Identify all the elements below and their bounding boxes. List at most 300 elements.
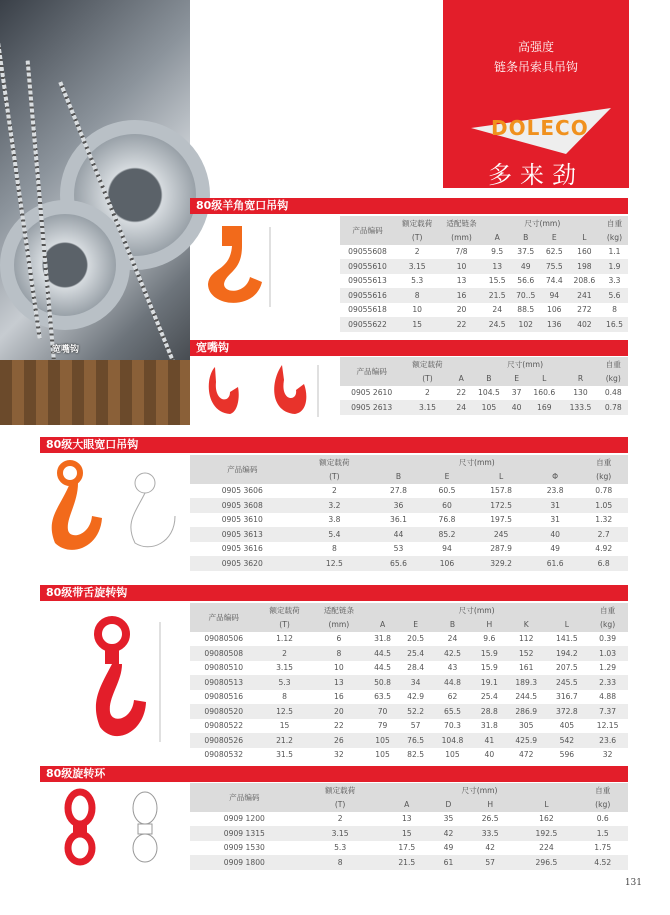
- table-row: [190, 855, 628, 870]
- product-code: 09080513: [204, 677, 244, 687]
- table-cell: 24: [447, 634, 458, 644]
- product-code: 09080520: [204, 706, 244, 716]
- table-cell: 192.5: [535, 828, 558, 838]
- table-cell: 40: [511, 402, 522, 412]
- column-header: 产品编码: [227, 464, 258, 474]
- table-cell: 49: [443, 843, 454, 853]
- column-subheader: B: [486, 373, 492, 383]
- table-cell: 23.6: [599, 735, 617, 745]
- photo-label: 宽嘴钩: [52, 345, 80, 355]
- table-cell: 94: [549, 290, 560, 300]
- table-cell: 42: [443, 828, 454, 838]
- table-cell: 52.2: [407, 706, 425, 716]
- table-cell: 12.5: [276, 706, 294, 716]
- table-cell: 3.15: [331, 828, 349, 838]
- table-cell: 37.5: [517, 247, 535, 257]
- product-code: 09080522: [204, 721, 244, 731]
- table-row: [190, 719, 628, 734]
- table-cell: 286.9: [515, 706, 538, 716]
- table-cell: 31: [550, 500, 560, 510]
- table-cell: 44.8: [444, 677, 461, 687]
- product-code: 0905 3620: [221, 558, 263, 568]
- header-row: [190, 783, 628, 797]
- table-cell: 53: [393, 544, 404, 554]
- product-code: 09055616: [348, 290, 387, 300]
- table-cell: 57: [410, 721, 421, 731]
- eye-hook-icon: [40, 458, 190, 558]
- column-subheader: A: [458, 373, 464, 383]
- table-cell: 31: [550, 515, 560, 525]
- section-title: 宽嘴钩: [190, 340, 628, 356]
- table-cell: 36: [393, 500, 404, 510]
- table-row: [190, 704, 628, 719]
- table-cell: 21.5: [398, 857, 416, 867]
- table-cell: 33.5: [481, 828, 499, 838]
- table-row: [190, 632, 628, 647]
- column-subheader: L: [498, 471, 504, 481]
- table-cell: 0.48: [604, 388, 622, 398]
- table-cell: 1.12: [276, 634, 294, 644]
- table-cell: 241: [577, 290, 592, 300]
- column-subheader: (T): [334, 799, 346, 809]
- table-cell: 133.5: [569, 402, 592, 412]
- table-cell: 405: [559, 721, 575, 731]
- table-cell: 162: [539, 814, 554, 824]
- table-cell: 15.5: [488, 276, 506, 286]
- table-cell: 13: [334, 677, 344, 687]
- page-number: 131: [624, 878, 642, 888]
- table-cell: 3.15: [419, 402, 436, 412]
- table-cell: 4.52: [594, 857, 612, 867]
- table-cell: 20: [456, 305, 467, 315]
- column-header: 产品编码: [229, 792, 260, 802]
- column-subheader: A: [494, 232, 500, 242]
- table-row: [190, 661, 628, 676]
- table-cell: 20.5: [407, 634, 425, 644]
- product-code: 0905 2610: [351, 388, 393, 398]
- table-cell: 37: [511, 388, 522, 398]
- column-subheader: (kg): [600, 619, 616, 629]
- header-row: [190, 455, 628, 469]
- table-cell: 63.5: [374, 692, 392, 702]
- table-cell: 104.8: [441, 735, 464, 745]
- product-code: 0909 1800: [223, 857, 265, 867]
- table-row: [340, 386, 628, 401]
- table-cell: 6: [336, 634, 342, 644]
- table-cell: 8: [331, 544, 337, 554]
- column-subheader: Φ: [552, 471, 559, 481]
- table-cell: 4.92: [595, 544, 613, 554]
- column-subheader: (kg): [606, 232, 623, 242]
- table-cell: 61: [443, 857, 454, 867]
- table-cell: 136: [547, 319, 562, 329]
- column-header: 产品编码: [356, 366, 387, 376]
- table-cell: 10: [334, 663, 344, 673]
- table-cell: 65.6: [390, 558, 407, 568]
- table-cell: 1.29: [599, 663, 617, 673]
- swivel-hook-icon: [90, 612, 190, 752]
- swivel-ring-icon: [60, 788, 190, 868]
- brand-name: 多来劲: [488, 161, 584, 189]
- table-cell: 85.2: [438, 529, 456, 539]
- table-cell: 130: [573, 388, 588, 398]
- spec-table: [340, 357, 628, 415]
- table-cell: 105: [481, 402, 497, 412]
- product-code: 0909 1530: [223, 843, 265, 853]
- table-cell: 287.9: [490, 544, 512, 554]
- table-cell: 3.3: [608, 276, 621, 286]
- table-row: [190, 812, 628, 827]
- table-cell: 62: [447, 692, 458, 702]
- table-cell: 106: [439, 558, 455, 568]
- table-cell: 104.5: [478, 388, 500, 398]
- product-code: 0905 3610: [221, 515, 263, 525]
- table-cell: 402: [577, 319, 592, 329]
- table-row: [190, 498, 628, 513]
- table-cell: 28.8: [480, 706, 498, 716]
- column-header: 额定载荷: [402, 218, 433, 228]
- table-cell: 1.03: [599, 648, 617, 658]
- table-cell: 272: [577, 305, 592, 315]
- table-cell: 13: [456, 276, 467, 286]
- table-cell: 76.5: [407, 735, 425, 745]
- table-cell: 10: [412, 305, 423, 315]
- table-cell: 75.5: [545, 261, 563, 271]
- table-cell: 1.9: [608, 261, 621, 271]
- column-header: 尺寸(mm): [507, 359, 544, 369]
- product-code: 09080516: [204, 692, 244, 702]
- table-cell: 596: [559, 750, 575, 760]
- table-cell: 329.2: [490, 558, 512, 568]
- column-subheader: L: [564, 619, 569, 629]
- column-subheader: R: [577, 373, 584, 383]
- table-cell: 5.6: [608, 290, 621, 300]
- column-subheader: L: [582, 232, 587, 242]
- table-row: [190, 513, 628, 528]
- table-cell: 25.4: [480, 692, 498, 702]
- column-subheader: A: [404, 799, 410, 809]
- column-subheader: K: [523, 619, 529, 629]
- table-cell: 40: [550, 529, 560, 539]
- product-code: 0909 1315: [223, 828, 265, 838]
- table-cell: 207.5: [556, 663, 578, 673]
- table-cell: 172.5: [490, 500, 512, 510]
- table-cell: 105: [445, 750, 460, 760]
- table-cell: 208.6: [573, 276, 596, 286]
- wide-mouth-hook-icon: [200, 362, 330, 422]
- spec-table: [340, 216, 628, 332]
- table-row: [340, 400, 628, 415]
- table-row: [190, 733, 628, 748]
- product-code: 09055622: [348, 319, 387, 329]
- column-subheader: E: [413, 619, 418, 629]
- table-cell: 49: [550, 544, 560, 554]
- column-subheader: (T): [279, 619, 290, 629]
- brand-subtitle-2: 链条吊索具吊钩: [493, 60, 578, 74]
- product-code: 0909 1200: [223, 814, 265, 824]
- column-subheader: E: [551, 232, 557, 242]
- table-cell: 32: [334, 750, 344, 760]
- table-cell: 105: [375, 750, 390, 760]
- table-cell: 8: [612, 305, 617, 315]
- table-cell: 1.32: [595, 515, 613, 525]
- product-code: 09080532: [204, 750, 244, 760]
- column-header: 额定载荷: [412, 359, 443, 369]
- section-title: 80级旋转环: [40, 766, 628, 782]
- table-cell: 35: [443, 814, 454, 824]
- product-code: 09055613: [348, 276, 387, 286]
- table-cell: 28.4: [407, 663, 425, 673]
- table-cell: 56.6: [517, 276, 535, 286]
- column-subheader: (kg): [595, 799, 611, 809]
- column-subheader: B: [449, 619, 456, 629]
- table-cell: 316.7: [556, 692, 578, 702]
- table-cell: 3.15: [276, 663, 294, 673]
- table-cell: 112: [518, 634, 534, 644]
- table-cell: 34: [410, 677, 421, 687]
- column-header: 额定载荷: [269, 605, 300, 615]
- table-cell: 25.4: [407, 648, 425, 658]
- table-cell: 152: [518, 648, 534, 658]
- column-header: 适配链条: [446, 218, 477, 228]
- table-cell: 2: [414, 247, 420, 257]
- table-cell: 0.6: [596, 814, 609, 824]
- table-cell: 0.78: [595, 486, 613, 496]
- section-title: 80级大眼宽口吊钩: [40, 437, 628, 453]
- table-cell: 160: [577, 247, 592, 257]
- column-header: 额定载荷: [319, 457, 350, 467]
- table-cell: 0.78: [604, 402, 622, 412]
- column-header: 尺寸(mm): [524, 218, 561, 228]
- table-cell: 9.5: [491, 247, 504, 257]
- column-header: 产品编码: [352, 225, 383, 235]
- table-cell: 2: [337, 814, 343, 824]
- product-code: 09080510: [204, 663, 244, 673]
- table-row: [340, 245, 628, 260]
- column-subheader: (kg): [605, 373, 621, 383]
- table-cell: 61.6: [546, 558, 564, 568]
- table-cell: 198: [577, 261, 592, 271]
- table-cell: 32: [602, 750, 613, 760]
- table-cell: 542: [559, 735, 575, 745]
- table-cell: 22: [456, 319, 467, 329]
- pallet: [0, 360, 190, 425]
- column-subheader: A: [379, 619, 386, 629]
- table-cell: 157.8: [490, 486, 512, 496]
- column-subheader: (T): [329, 471, 340, 481]
- column-subheader: (T): [411, 232, 423, 242]
- table-cell: 70: [377, 706, 388, 716]
- table-cell: 105: [375, 735, 390, 745]
- table-cell: 19.1: [480, 677, 498, 687]
- product-code: 09055618: [348, 305, 387, 315]
- table-cell: 245.5: [556, 677, 578, 687]
- column-header: 适配链条: [323, 605, 355, 615]
- table-cell: 12.5: [325, 558, 343, 568]
- product-code: 0905 3606: [221, 486, 263, 496]
- table-cell: 3.15: [408, 261, 426, 271]
- table-cell: 15: [279, 721, 290, 731]
- table-cell: 31.5: [276, 750, 294, 760]
- table-cell: 2.7: [597, 529, 610, 539]
- table-cell: 21.2: [276, 735, 294, 745]
- table-cell: 5.3: [411, 276, 424, 286]
- section-title: 80级带舌旋转钩: [40, 585, 628, 601]
- table-cell: 161: [518, 663, 534, 673]
- table-cell: 13: [401, 814, 412, 824]
- table-row: [340, 317, 628, 332]
- column-header: 产品编码: [208, 612, 239, 622]
- table-cell: 141.5: [556, 634, 578, 644]
- table-cell: 7/8: [455, 247, 468, 257]
- table-cell: 8: [337, 857, 343, 867]
- table-cell: 74.4: [545, 276, 563, 286]
- product-code: 09055608: [348, 247, 387, 257]
- column-subheader: L: [544, 799, 549, 809]
- table-cell: 296.5: [535, 857, 558, 867]
- table-cell: 31.8: [480, 721, 498, 731]
- table-cell: 16: [334, 692, 344, 702]
- table-cell: 245: [493, 529, 509, 539]
- column-subheader: H: [487, 799, 494, 809]
- table-cell: 24: [456, 402, 467, 412]
- table-cell: 15.9: [480, 648, 498, 658]
- table-cell: 3.8: [328, 515, 341, 525]
- table-cell: 49: [520, 261, 531, 271]
- column-header: 自重: [596, 457, 612, 467]
- column-header: 额定载荷: [324, 785, 356, 795]
- table-row: [340, 259, 628, 274]
- table-row: [190, 826, 628, 841]
- table-cell: 102: [518, 319, 533, 329]
- column-header: 尺寸(mm): [458, 605, 495, 615]
- table-cell: 169: [537, 402, 552, 412]
- table-cell: 12.15: [596, 721, 619, 731]
- table-cell: 3.2: [328, 500, 341, 510]
- column-subheader: (mm): [451, 232, 472, 242]
- table-cell: 160.6: [533, 388, 556, 398]
- table-cell: 2.33: [599, 677, 617, 687]
- column-subheader: E: [444, 471, 450, 481]
- column-subheader: B: [395, 471, 402, 481]
- table-cell: 1.5: [596, 828, 609, 838]
- table-cell: 23.8: [546, 486, 564, 496]
- table-cell: 17.5: [398, 843, 416, 853]
- table-cell: 76.8: [438, 515, 456, 525]
- table-cell: 20: [334, 706, 344, 716]
- table-cell: 27.8: [390, 486, 407, 496]
- table-cell: 189.3: [515, 677, 538, 687]
- table-cell: 13: [492, 261, 503, 271]
- table-cell: 43: [447, 663, 458, 673]
- table-cell: 16.5: [606, 319, 623, 329]
- table-cell: 8: [414, 290, 420, 300]
- table-cell: 15.9: [480, 663, 498, 673]
- table-cell: 50.8: [374, 677, 392, 687]
- product-code: 09080508: [204, 648, 244, 658]
- table-cell: 5.3: [278, 677, 291, 687]
- table-row: [190, 556, 628, 571]
- table-cell: 194.2: [556, 648, 578, 658]
- spec-table: [190, 455, 628, 571]
- table-cell: 197.5: [490, 515, 512, 525]
- table-row: [340, 288, 628, 303]
- column-subheader: (T): [422, 373, 433, 383]
- table-cell: 7.37: [599, 706, 617, 716]
- table-cell: 41: [484, 735, 495, 745]
- table-cell: 9.6: [483, 634, 496, 644]
- product-code: 09080506: [204, 634, 244, 644]
- brand-panel: [443, 0, 629, 188]
- product-code: 09080526: [204, 735, 244, 745]
- column-subheader: (kg): [596, 471, 612, 481]
- table-cell: 1.05: [595, 500, 613, 510]
- table-cell: 8: [282, 692, 287, 702]
- header-row: [340, 216, 628, 230]
- product-code: 0905 3608: [221, 500, 263, 510]
- table-cell: 472: [518, 750, 534, 760]
- table-cell: 1.1: [608, 247, 621, 257]
- table-cell: 0.39: [599, 634, 617, 644]
- table-cell: 5.3: [334, 843, 347, 853]
- table-cell: 94: [442, 544, 452, 554]
- table-cell: 26.5: [481, 814, 499, 824]
- table-row: [190, 646, 628, 661]
- table-cell: 42.5: [444, 648, 461, 658]
- table-cell: 22: [456, 388, 467, 398]
- table-cell: 60: [442, 500, 452, 510]
- column-header: 自重: [595, 785, 611, 795]
- product-code: 0905 3613: [221, 529, 263, 539]
- column-header: 自重: [600, 605, 616, 615]
- table-cell: 42.9: [407, 692, 425, 702]
- brand-subtitle: 高强度: [517, 40, 554, 54]
- table-cell: 70..5: [516, 290, 536, 300]
- hook-diagram-icon: [200, 222, 280, 314]
- column-subheader: B: [523, 232, 529, 242]
- table-cell: 106: [547, 305, 562, 315]
- steel-coil: [0, 200, 130, 330]
- table-cell: 15: [412, 319, 423, 329]
- spec-table: [190, 783, 628, 870]
- section-title: 80级羊角宽口吊钩: [190, 198, 628, 214]
- column-header: 尺寸(mm): [461, 785, 498, 795]
- product-photo: [0, 0, 190, 425]
- table-row: [190, 542, 628, 557]
- table-cell: 70.3: [444, 721, 461, 731]
- table-row: [190, 748, 628, 763]
- column-subheader: H: [486, 619, 493, 629]
- table-row: [190, 675, 628, 690]
- table-cell: 44.5: [374, 663, 392, 673]
- table-cell: 42: [485, 843, 495, 853]
- table-cell: 10: [456, 261, 467, 271]
- table-cell: 44.5: [374, 648, 392, 658]
- table-cell: 372.8: [556, 706, 578, 716]
- table-cell: 24: [492, 305, 503, 315]
- column-subheader: L: [542, 373, 547, 383]
- table-cell: 40: [484, 750, 495, 760]
- table-cell: 2: [425, 388, 430, 398]
- spec-table: [190, 603, 628, 762]
- table-cell: 425.9: [515, 735, 538, 745]
- table-row: [190, 527, 628, 542]
- table-cell: 57: [485, 857, 495, 867]
- column-header: 自重: [606, 218, 623, 228]
- table-cell: 26: [334, 735, 344, 745]
- table-row: [190, 690, 628, 705]
- table-cell: 4.88: [599, 692, 617, 702]
